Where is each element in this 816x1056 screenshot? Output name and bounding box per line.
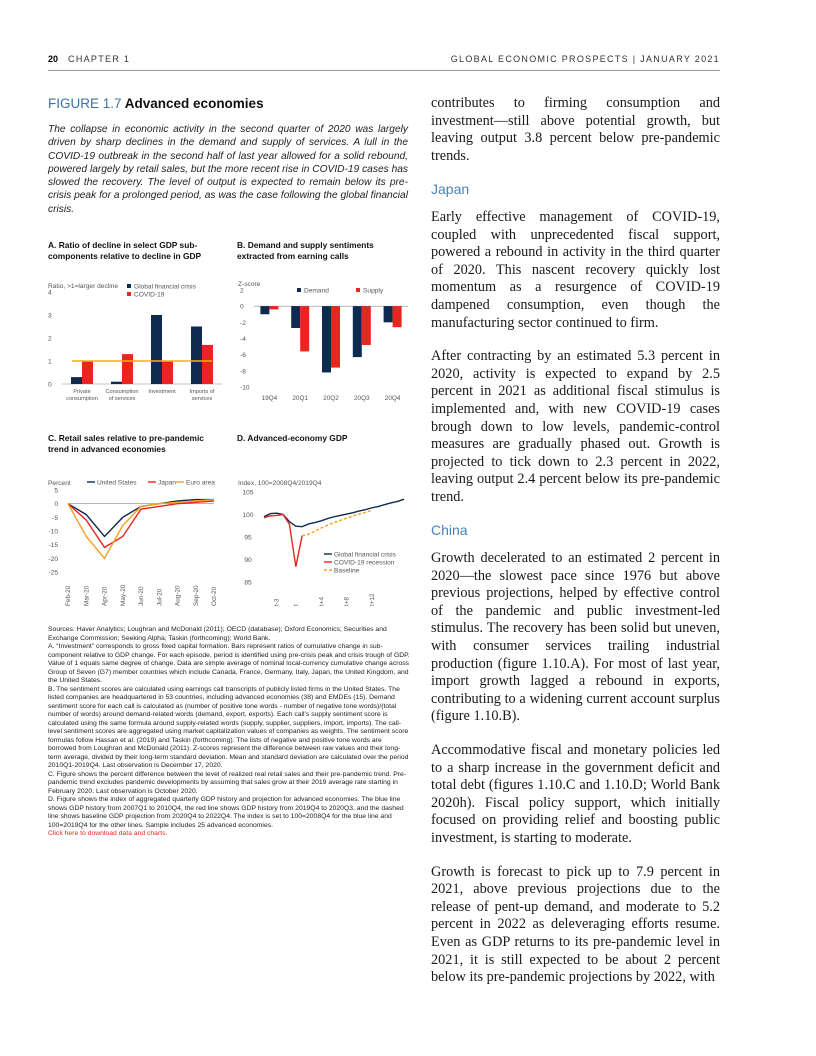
y-tick-label: -8 — [240, 368, 246, 376]
x-tick-label: Apr-20 — [101, 586, 109, 606]
panel-a-title: A. Ratio of decline in select GDP sub-components relative to decline in GDP — [48, 240, 202, 261]
paragraph: Growth decelerated to an estimated 2 percent in 2020—the slowest pace since 1976 but above previous projections, helped by effective control of the pandemic and public investment-led stimulus. The recovery has been solid but uneven, with consumer services trailing industrial production (figure 1.10.A). For most of last year, import growth lagged a rebound in exports, contributing to a widening current account surplus (figure 1.10.B). — [431, 550, 720, 725]
legend-label: Euro area — [186, 479, 215, 487]
y-tick-label: -10 — [48, 528, 58, 536]
x-tick-label: Investment — [148, 389, 176, 395]
y-tick-label: 0 — [48, 381, 52, 389]
paragraph: After contracting by an estimated 5.3 percent in 2020, activity is expected to expand by 2.5 percent in 2021 as additional fiscal stimulus is implemented and, with new COVID-19 cases brough down to low levels, pandemic-control measures are gradually phased out. Growth is projected to tick down to 2.3 percent in 2022, leaving output 2.4 percent below its pre-pandemic trend. — [431, 348, 720, 505]
x-tick-label: t-3 — [273, 598, 281, 606]
legend-label: COVID-19 recession — [334, 559, 395, 567]
y-tick-label: -25 — [48, 569, 58, 577]
notes-b: B. The sentiment scores are calculated using earnings call transcripts of publicly listed firms in the United States. The listed companies are headquartered in 53 countries, including advanced economies (38) and EMDEs (15). Demand sentiment score for each call is calculated as (number of positive tone words - number of negative tone words)/(total number of words) around demand-related words (demand, export, exports). Each call’s supply sentiment score is calculated using the same formula around supply-related words (supply, supplier, suppliers, import, imports). The call-level sentiment scores are aggregated using market capitalization values of companies as weights. The sentiment score formulas follow Hassan et al. (2019) and Taskin (forthcoming). The lists of negative and positive tone words are borrowed from Loughran and McDonald (2011). Z-scores represent the difference between raw values and their long-term average, divided by their long-term standard deviation. Mean and standard deviation are calculated over the period 2010Q1-2019Q4. Last observation is December 17, 2020. — [48, 685, 409, 769]
series-line-global-financial-crisis — [264, 499, 404, 526]
x-tick-label: Consumption — [105, 389, 139, 395]
x-tick-label: of services — [108, 396, 136, 402]
y-tick-label: 90 — [244, 557, 252, 564]
notes-a: A. “Investment” corresponds to gross fixed capital formation. Bars represent ratios of cumulative change in sub-component relative to GDP change. For each episode, period is identified using pre-crisis peak and crisis trough of GDP. Value of 1 equals same degree of change. Data are simple average of nominal local-currency cumulative change across Group of Seven (G7) member countries which include Canada, France, Germany, Italy, Japan, the United Kingdom, and the United States. — [48, 643, 410, 684]
y-tick-label: 100 — [242, 512, 254, 519]
notes-c: C. Figure shows the percent difference between the level of realized real retail sales and their pre-pandemic trend. Pre-pandemic trend excludes pandemic developments by assuming that sales grow at their 2019 average rate starting in February 2020. Last observation is October 2020. — [48, 770, 407, 795]
panel-d-title: D. Advanced-economy GDP — [237, 433, 348, 443]
x-tick-label: 19Q4 — [261, 395, 278, 402]
y-tick-label: 85 — [244, 579, 252, 587]
x-tick-label: Jul-20 — [156, 588, 164, 606]
chapter-label: CHAPTER 1 — [68, 54, 131, 64]
figure-number: FIGURE 1.7 — [48, 96, 122, 111]
paragraph: Growth is forecast to pick up to 7.9 percent in 2021, above previous projections due to the release of pent-up demand, and moderate to 5.2 percent in 2022 as deleveraging efforts resume. Even as GDP returns to its pre-pandemic level in 2021, it is still expected to be about 2 percent below its pre-pandemic projections by 2022, with — [431, 863, 720, 986]
x-tick-label: consumption — [66, 396, 98, 402]
paragraph: contributes to firming consumption and investment—still above potential growth, but leaving output 3.8 percent below pre-pandemic trends. — [431, 95, 720, 164]
series-line-covid-19-recession — [264, 515, 302, 567]
x-tick-label: t — [292, 604, 300, 606]
x-tick-label: 20Q1 — [292, 395, 309, 402]
y-tick-label: 1 — [48, 358, 52, 366]
x-tick-label: Oct-20 — [211, 586, 218, 606]
y-axis-label: Ratio, >1=larger decline — [48, 283, 119, 290]
y-tick-label: -2 — [240, 319, 246, 327]
section-heading-china: China — [431, 522, 468, 539]
y-tick-label: 95 — [244, 534, 252, 542]
x-tick-label: services — [191, 396, 213, 402]
y-tick-label: -5 — [52, 514, 58, 522]
y-tick-label: 5 — [54, 487, 58, 495]
publication-title: GLOBAL ECONOMIC PROSPECTS | JANUARY 2021 — [450, 54, 720, 64]
legend-label: Global financial crisis — [134, 283, 196, 291]
y-axis-label: Z-score — [238, 281, 261, 288]
figure-notes — [48, 626, 410, 839]
y-tick-label: 0 — [54, 501, 58, 509]
y-tick-label: 105 — [242, 489, 254, 497]
x-tick-label: Imports of — [189, 389, 215, 395]
x-tick-label: 20Q4 — [384, 395, 401, 402]
paragraph: Accommodative fiscal and monetary policies led to a sharp increase in the government deficit and total debt (figures 1.10.C and 1.10.D; World Bank 2020h). Fiscal policy support, which initially focused on providing relief and boosting public investment, is starting to moderate. — [431, 742, 720, 846]
legend-label: Supply — [363, 287, 384, 295]
x-tick-label: Aug-20 — [174, 585, 182, 606]
y-tick-label: 2 — [48, 335, 52, 343]
y-tick-label: -10 — [240, 384, 250, 392]
y-tick-label: 4 — [48, 289, 52, 297]
x-tick-label: Sep-20 — [192, 585, 200, 606]
paragraph: Early effective management of COVID-19, coupled with unprecedented fiscal support, powered a rebound in activity in the third quarter of 2020. This nascent recovery quickly lost momentum as a resurgence of COVID-19 dampened consumption, even though the manufacturing sector continued to firm. — [431, 208, 720, 331]
figure-title-text: Advanced economies — [124, 96, 264, 111]
y-tick-label: -20 — [48, 555, 58, 563]
y-tick-label: -6 — [240, 352, 246, 360]
x-tick-label: May-20 — [119, 584, 127, 606]
y-tick-label: 3 — [48, 312, 52, 320]
x-tick-label: Mar-20 — [83, 585, 91, 606]
legend-label: Baseline — [334, 567, 360, 575]
panel-b-title: B. Demand and supply sentiments extracted from earning calls — [237, 240, 374, 261]
y-axis-label: Percent — [48, 480, 71, 487]
body-column — [431, 95, 720, 1003]
page-number: 20 — [48, 54, 59, 64]
x-tick-label: 20Q3 — [353, 395, 370, 402]
panel-c-title: C. Retail sales relative to pre-pandemic trend in advanced economies — [48, 433, 204, 454]
y-tick-label: -4 — [240, 336, 246, 343]
x-tick-label: t+8 — [343, 596, 351, 606]
notes-d: D. Figure shows the index of aggregated quarterly GDP history and projection for advanced economies. The blue line shows GDP history from 2007Q1 to 2010Q4, the red line shows GDP history from 2019Q4 to 2020Q3, and the dashed line shows baseline GDP projection from 2020Q4 to 2022Q4. The index is set to 100=2008Q4 for the blue line and 100=2019Q4 for the other lines. Sample includes 25 advanced economies. — [48, 796, 404, 829]
x-tick-label: Private — [73, 389, 91, 395]
legend-label: Demand — [304, 287, 329, 295]
x-tick-label: Jun-20 — [138, 586, 145, 606]
y-tick-label: -15 — [48, 542, 58, 550]
x-tick-label: t+12 — [369, 593, 377, 606]
section-heading-japan: Japan — [431, 181, 470, 198]
x-tick-label: t+4 — [318, 596, 326, 606]
download-data-link[interactable]: Click here to download data and charts. — [48, 830, 168, 837]
legend-label: COVID-19 — [134, 291, 165, 299]
notes-sources: Sources: Haver Analytics; Loughran and McDonald (2011); OECD (database); Oxford Economics; Securities and Exchange Commission; Seeking Alpha; Taskin (forthcoming); World Bank. — [48, 626, 387, 642]
y-tick-label: 0 — [240, 303, 244, 311]
figure-lead: The collapse in economic activity in the second quarter of 2020 was largely driven by sharp declines in the demand and supply of services. A lull in the COVID-19 outbreak in the second half of last year allowed for a solid rebound, powered largely by retail sales, but the more recent rise in COVID-19 cases has slowed the recovery. The level of output is expected to remain below its pre-crisis peak for a prolonged period, as was the case following the global financial crisis. — [48, 124, 408, 215]
legend-label: Japan — [158, 479, 176, 487]
x-tick-label: Feb-20 — [65, 585, 72, 606]
legend-label: Global financial crisis — [334, 551, 396, 559]
legend-label: United States — [97, 479, 137, 487]
x-tick-label: 20Q2 — [323, 395, 339, 402]
y-tick-label: 2 — [240, 287, 244, 295]
y-axis-label: Index, 100=2008Q4/2019Q4 — [238, 480, 322, 487]
